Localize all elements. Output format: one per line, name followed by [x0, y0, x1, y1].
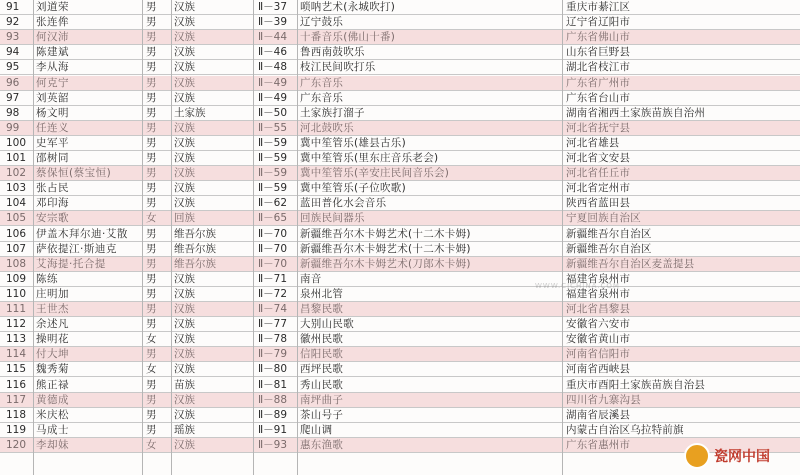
- inheritor-name-cell: 陈练: [36, 272, 58, 285]
- region-cell: 重庆市綦江区: [566, 1, 631, 13]
- project-code-cell: Ⅱ－72: [258, 287, 288, 300]
- region-cell: 安徽省六安市: [566, 318, 631, 331]
- table-row: [0, 287, 800, 302]
- table-row: [0, 76, 800, 91]
- project-name-cell: 秀山民歌: [300, 378, 344, 391]
- project-code-cell: Ⅱ－80: [258, 363, 288, 376]
- project-name-cell: 冀中笙管乐(辛安庄民间音乐会): [300, 167, 450, 180]
- column-divider: [142, 0, 143, 475]
- project-name-cell: 南坪曲子: [300, 393, 344, 406]
- inheritor-name-cell: 熊正禄: [36, 378, 69, 391]
- region-cell: 广东省佛山市: [566, 31, 631, 44]
- ethnicity-cell: 汉族: [174, 182, 195, 195]
- region-cell: 河南省西峡县: [566, 363, 631, 376]
- ethnicity-cell: 汉族: [174, 76, 195, 89]
- table-row: [0, 211, 800, 226]
- gender-cell: 男: [146, 242, 157, 255]
- project-code-cell: Ⅱ－91: [258, 423, 288, 436]
- region-cell: 福建省泉州市: [566, 272, 631, 285]
- table-row: [0, 362, 800, 377]
- gender-cell: 男: [146, 136, 157, 149]
- table-row: [0, 302, 800, 317]
- inheritor-name-cell: 任连义: [36, 121, 69, 134]
- project-name-cell: 十番音乐(佛山十番): [300, 31, 396, 44]
- table-row: [0, 378, 800, 393]
- table-row: [0, 317, 800, 332]
- row-number-cell: 100: [6, 136, 27, 149]
- project-code-cell: Ⅱ－65: [258, 212, 288, 225]
- project-name-cell: 回族民间器乐: [300, 212, 365, 225]
- table-row: [0, 91, 800, 106]
- table-row: [0, 408, 800, 423]
- gender-cell: 男: [146, 318, 157, 331]
- row-number-cell: 101: [6, 152, 27, 164]
- gender-cell: 男: [146, 76, 157, 89]
- row-number-cell: 104: [6, 197, 27, 210]
- project-name-cell: 大别山民歌: [300, 318, 354, 331]
- project-code-cell: Ⅱ－70: [258, 242, 288, 255]
- row-number-cell: 114: [6, 348, 27, 361]
- region-cell: 广东省台山市: [566, 91, 631, 104]
- project-name-cell: 新疆维吾尔木卡姆艺术(刀郎木卡姆): [300, 257, 471, 270]
- region-cell: 福建省泉州市: [566, 287, 631, 300]
- project-name-cell: 南音: [300, 272, 322, 285]
- row-number-cell: 92: [6, 16, 20, 29]
- inheritor-name-cell: 史军平: [36, 136, 69, 149]
- row-number-cell: 107: [6, 242, 27, 255]
- table-row: [0, 423, 800, 438]
- ethnicity-cell: 维吾尔族: [174, 257, 216, 270]
- gender-cell: 男: [146, 303, 157, 315]
- project-name-cell: 冀中笙管乐(里东庄音乐老会): [300, 152, 439, 164]
- table-row: [0, 332, 800, 347]
- project-code-cell: Ⅱ－78: [258, 333, 288, 346]
- table-row: [0, 272, 800, 287]
- project-code-cell: Ⅱ－93: [258, 438, 288, 451]
- row-number-cell: 106: [6, 227, 27, 240]
- inheritor-name-cell: 米庆松: [36, 408, 69, 421]
- project-name-cell: 广东音乐: [300, 76, 344, 89]
- inheritor-name-cell: 庄明加: [36, 287, 69, 300]
- project-name-cell: 河北鼓吹乐: [300, 121, 354, 134]
- inheritor-name-cell: 安宗歌: [36, 212, 69, 225]
- inheritor-name-cell: 邵树同: [36, 152, 69, 164]
- inheritor-name-cell: 马成士: [36, 423, 69, 436]
- ethnicity-cell: 汉族: [174, 363, 195, 376]
- inheritor-name-cell: 刘英韶: [36, 91, 69, 104]
- row-number-cell: 117: [6, 393, 27, 406]
- region-cell: 新疆维吾尔自治区: [566, 227, 652, 240]
- inheritor-name-cell: 艾海提·托合提: [36, 257, 106, 270]
- inheritor-name-cell: 张占民: [36, 182, 69, 195]
- ethnicity-cell: 汉族: [174, 61, 195, 74]
- row-number-cell: 98: [6, 106, 20, 119]
- table-row: [0, 121, 800, 136]
- inheritor-name-cell: 李从海: [36, 61, 69, 74]
- region-cell: 重庆市酉阳土家族苗族自治县: [566, 378, 706, 391]
- table-row: [0, 136, 800, 151]
- gender-cell: 男: [146, 182, 157, 195]
- row-number-cell: 91: [6, 1, 20, 13]
- gender-cell: 男: [146, 423, 157, 436]
- gender-cell: 女: [146, 333, 157, 346]
- gender-cell: 男: [146, 348, 157, 361]
- project-code-cell: Ⅱ－81: [258, 378, 288, 391]
- table-row: [0, 106, 800, 121]
- ethnicity-cell: 汉族: [174, 318, 195, 331]
- gender-cell: 男: [146, 408, 157, 421]
- project-name-cell: 鲁西南鼓吹乐: [300, 46, 365, 59]
- inheritor-name-cell: 操明花: [36, 333, 69, 346]
- table-row: [0, 151, 800, 166]
- ethnicity-cell: 汉族: [174, 438, 195, 451]
- ethnicity-cell: 汉族: [174, 167, 195, 180]
- project-name-cell: 爬山调: [300, 423, 333, 436]
- region-cell: 湖南省辰溪县: [566, 408, 631, 421]
- row-number-cell: 110: [6, 287, 27, 300]
- row-number-cell: 99: [6, 121, 20, 134]
- ethnicity-cell: 汉族: [174, 393, 195, 406]
- ethnicity-cell: 汉族: [174, 152, 195, 164]
- row-number-cell: 119: [6, 423, 27, 436]
- ethnicity-cell: 苗族: [174, 378, 195, 391]
- project-code-cell: Ⅱ－50: [258, 106, 288, 119]
- region-cell: 湖南省湘西土家族苗族自治州: [566, 106, 706, 119]
- row-number-cell: 102: [6, 167, 27, 180]
- row-number-cell: 94: [6, 46, 20, 59]
- project-name-cell: 唢呐艺术(永城吹打): [300, 1, 396, 13]
- project-name-cell: 泉州北管: [300, 287, 344, 300]
- gender-cell: 男: [146, 287, 157, 300]
- gender-cell: 女: [146, 363, 157, 376]
- row-number-cell: 118: [6, 408, 27, 421]
- ethnicity-cell: 维吾尔族: [174, 227, 216, 240]
- column-divider: [171, 0, 172, 475]
- project-code-cell: Ⅱ－71: [258, 272, 288, 285]
- project-code-cell: Ⅱ－44: [258, 31, 288, 44]
- gender-cell: 男: [146, 378, 157, 391]
- region-cell: 陕西省蓝田县: [566, 197, 631, 210]
- ethnicity-cell: 汉族: [174, 333, 195, 346]
- project-name-cell: 信阳民歌: [300, 348, 344, 361]
- inheritor-name-cell: 邓印海: [36, 197, 69, 210]
- table-row: [0, 45, 800, 60]
- ethnicity-cell: 汉族: [174, 348, 195, 361]
- watermark-url: WWW.CICHINA.COM: [535, 282, 620, 290]
- table-row: [0, 196, 800, 211]
- region-cell: 宁夏回族自治区: [566, 212, 641, 225]
- inheritor-name-cell: 余述凡: [36, 318, 69, 331]
- watermark-text: 瓷网中国: [714, 449, 770, 465]
- project-name-cell: 广东音乐: [300, 91, 344, 104]
- region-cell: 河北省昌黎县: [566, 303, 631, 315]
- project-code-cell: Ⅱ－59: [258, 182, 288, 195]
- ethnicity-cell: 汉族: [174, 272, 195, 285]
- inheritor-name-cell: 黄德成: [36, 393, 69, 406]
- region-cell: 新疆维吾尔自治区麦盖提县: [566, 257, 695, 270]
- region-cell: 河北省抚宁县: [566, 121, 631, 134]
- inheritor-name-cell: 李却妹: [36, 438, 69, 451]
- project-code-cell: Ⅱ－59: [258, 136, 288, 149]
- gender-cell: 男: [146, 1, 157, 13]
- table-row: [0, 227, 800, 242]
- project-name-cell: 茶山号子: [300, 408, 344, 421]
- project-name-cell: 蓝田普化水会音乐: [300, 197, 387, 210]
- project-name-cell: 辽宁鼓乐: [300, 16, 344, 29]
- region-cell: 安徽省黄山市: [566, 333, 631, 346]
- gender-cell: 男: [146, 61, 157, 74]
- vase-logo-icon: [684, 443, 710, 469]
- region-cell: 广东省惠州市: [566, 438, 631, 451]
- project-code-cell: Ⅱ－59: [258, 167, 288, 180]
- inheritor-name-cell: 伊盖木拜尔迪·艾散: [36, 227, 128, 240]
- gender-cell: 男: [146, 16, 157, 29]
- gender-cell: 男: [146, 31, 157, 44]
- project-name-cell: 惠东渔歌: [300, 438, 344, 451]
- region-cell: 内蒙古自治区乌拉特前旗: [566, 423, 684, 436]
- table-row: [0, 15, 800, 30]
- row-number-cell: 105: [6, 212, 27, 225]
- project-name-cell: 土家族打溜子: [300, 106, 365, 119]
- gender-cell: 女: [146, 212, 157, 225]
- row-number-cell: 103: [6, 182, 27, 195]
- region-cell: 湖北省枝江市: [566, 61, 631, 74]
- inheritor-name-cell: 陈建斌: [36, 46, 69, 59]
- inheritor-name-cell: 蔡保恒(蔡宝恒): [36, 167, 112, 180]
- gender-cell: 男: [146, 393, 157, 406]
- project-code-cell: Ⅱ－55: [258, 121, 288, 134]
- ethnicity-cell: 汉族: [174, 91, 195, 104]
- ethnicity-cell: 汉族: [174, 136, 195, 149]
- table-row: [0, 393, 800, 408]
- ethnicity-cell: 汉族: [174, 31, 195, 44]
- row-number-cell: 96: [6, 76, 20, 89]
- ethnicity-cell: 瑶族: [174, 423, 195, 436]
- column-divider: [562, 0, 563, 475]
- project-code-cell: Ⅱ－88: [258, 393, 288, 406]
- region-cell: 广东省广州市: [566, 76, 631, 89]
- ethnicity-cell: 维吾尔族: [174, 242, 216, 255]
- table-row: [0, 347, 800, 362]
- row-number-cell: 113: [6, 333, 27, 346]
- ethnicity-cell: 汉族: [174, 16, 195, 29]
- project-name-cell: 新疆维吾尔木卡姆艺术(十二木卡姆): [300, 242, 471, 255]
- gender-cell: 男: [146, 257, 157, 270]
- gender-cell: 男: [146, 46, 157, 59]
- project-code-cell: Ⅱ－48: [258, 61, 288, 74]
- table-row: [0, 242, 800, 257]
- project-code-cell: Ⅱ－46: [258, 46, 288, 59]
- project-name-cell: 冀中笙管乐(雄县古乐): [300, 136, 406, 149]
- project-name-cell: 冀中笙管乐(子位吹歌): [300, 182, 406, 195]
- project-name-cell: 新疆维吾尔木卡姆艺术(十二木卡姆): [300, 227, 471, 240]
- table-row: [0, 181, 800, 196]
- gender-cell: 男: [146, 106, 157, 119]
- watermark: [684, 441, 794, 471]
- gender-cell: 男: [146, 152, 157, 164]
- inheritor-name-cell: 魏秀菊: [36, 363, 69, 376]
- project-name-cell: 昌黎民歌: [300, 303, 344, 315]
- inheritor-name-cell: 何克宁: [36, 76, 69, 89]
- row-number-cell: 109: [6, 272, 27, 285]
- row-number-cell: 111: [6, 303, 27, 315]
- project-code-cell: Ⅱ－74: [258, 303, 288, 315]
- row-number-cell: 116: [6, 378, 27, 391]
- project-code-cell: Ⅱ－70: [258, 227, 288, 240]
- project-code-cell: Ⅱ－59: [258, 152, 288, 164]
- gender-cell: 男: [146, 91, 157, 104]
- region-cell: 河北省定州市: [566, 182, 631, 195]
- table-row: [0, 60, 800, 75]
- project-code-cell: Ⅱ－89: [258, 408, 288, 421]
- ethnicity-cell: 汉族: [174, 46, 195, 59]
- column-divider: [253, 0, 254, 475]
- ethnicity-cell: 土家族: [174, 106, 206, 119]
- row-number-cell: 97: [6, 91, 20, 104]
- region-cell: 四川省九寨沟县: [566, 393, 641, 406]
- row-number-cell: 95: [6, 61, 20, 74]
- gender-cell: 男: [146, 272, 157, 285]
- ethnicity-cell: 汉族: [174, 1, 195, 13]
- inheritor-name-cell: 何汉沛: [36, 31, 69, 44]
- column-divider: [33, 0, 34, 475]
- region-cell: 河北省文安县: [566, 152, 631, 164]
- inheritor-name-cell: 张连侔: [36, 16, 69, 29]
- row-number-cell: 120: [6, 438, 27, 451]
- region-cell: 山东省巨野县: [566, 46, 631, 59]
- inheritor-name-cell: 王世杰: [36, 303, 69, 315]
- column-divider: [297, 0, 298, 475]
- gender-cell: 男: [146, 197, 157, 210]
- ethnicity-cell: 汉族: [174, 287, 195, 300]
- row-number-cell: 93: [6, 31, 20, 44]
- region-cell: 河南省信阳市: [566, 348, 631, 361]
- region-cell: 辽宁省辽阳市: [566, 16, 631, 29]
- ethnicity-cell: 回族: [174, 212, 195, 225]
- project-code-cell: Ⅱ－37: [258, 1, 288, 13]
- gender-cell: 男: [146, 167, 157, 180]
- project-code-cell: Ⅱ－39: [258, 16, 288, 29]
- table-row: [0, 30, 800, 45]
- gender-cell: 男: [146, 227, 157, 240]
- table-row: [0, 438, 800, 453]
- region-cell: 河北省任丘市: [566, 167, 631, 180]
- project-code-cell: Ⅱ－79: [258, 348, 288, 361]
- project-name-cell: 枝江民间吹打乐: [300, 61, 376, 74]
- table-row: [0, 0, 800, 15]
- project-code-cell: Ⅱ－62: [258, 197, 288, 210]
- region-cell: 新疆维吾尔自治区: [566, 242, 652, 255]
- ethnicity-cell: 汉族: [174, 197, 195, 210]
- table-row: [0, 257, 800, 272]
- project-code-cell: Ⅱ－49: [258, 76, 288, 89]
- ethnicity-cell: 汉族: [174, 303, 195, 315]
- inheritor-name-cell: 杨文明: [36, 106, 69, 119]
- ethnicity-cell: 汉族: [174, 408, 195, 421]
- region-cell: 河北省雄县: [566, 136, 620, 149]
- project-code-cell: Ⅱ－77: [258, 318, 288, 331]
- inheritor-name-cell: 萨依提江·斯迪克: [36, 242, 117, 255]
- ethnicity-cell: 汉族: [174, 121, 195, 134]
- inheritor-name-cell: 付大坤: [36, 348, 69, 361]
- project-code-cell: Ⅱ－49: [258, 91, 288, 104]
- project-code-cell: Ⅱ－70: [258, 257, 288, 270]
- table-row: [0, 166, 800, 181]
- project-name-cell: 徽州民歌: [300, 333, 344, 346]
- gender-cell: 女: [146, 438, 157, 451]
- inheritor-name-cell: 刘道荣: [36, 1, 69, 13]
- gender-cell: 男: [146, 121, 157, 134]
- project-name-cell: 西坪民歌: [300, 363, 344, 376]
- row-number-cell: 108: [6, 257, 27, 270]
- row-number-cell: 112: [6, 318, 27, 331]
- row-number-cell: 115: [6, 363, 27, 376]
